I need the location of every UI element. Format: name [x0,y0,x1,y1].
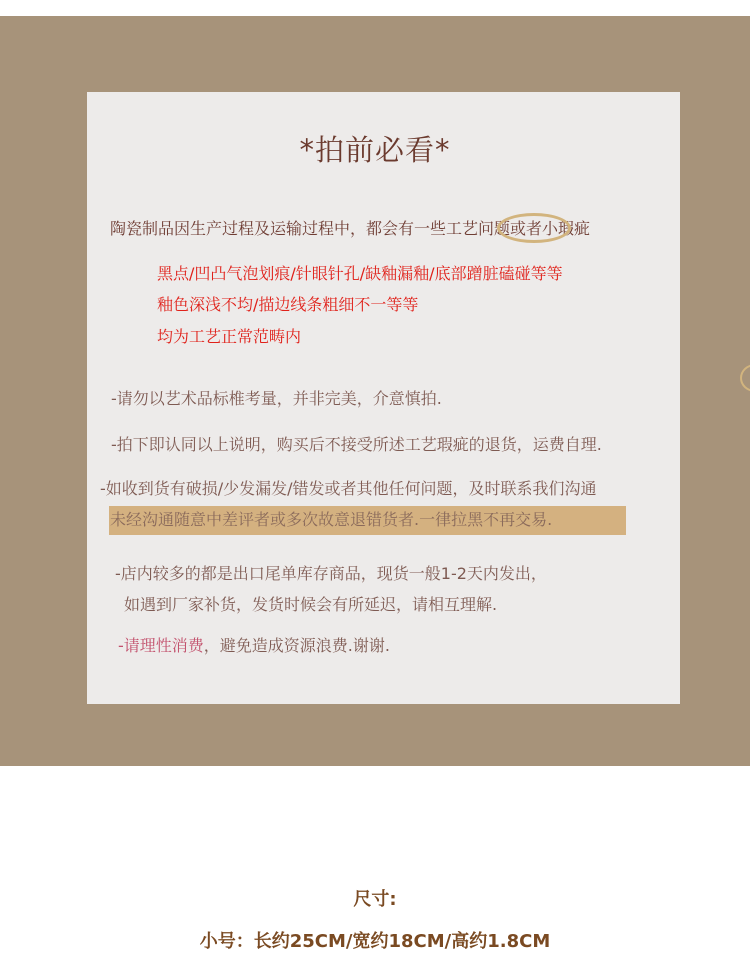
closing-highlight: -请理性消费 [118,636,204,655]
size-label: 尺寸: [353,889,397,910]
notice-title: *拍前必看* [299,133,451,167]
disclaimer-line-4: 未经沟通随意中差评者或多次故意退错货者.一律拉黑不再交易. [110,510,553,529]
size-detail: 小号：长约25CM/宽约18CM/高约1.8CM [199,931,551,952]
intro-text: 陶瓷制品因生产过程及运输过程中，都会有一些工艺问题或者小瑕疵 [110,219,591,238]
defect-line-2: 釉色深浅不均/描边线条粗细不一等等 [157,295,419,314]
annotation-circle [497,213,571,243]
defect-line-1: 黑点/凹凸气泡划痕/针眼针孔/缺釉漏釉/底部蹭脏磕碰等等 [157,264,563,283]
disclaimer-line-2: -拍下即认同以上说明，购买后不接受所述工艺瑕疵的退货，运费自理. [111,435,602,454]
stock-note-line-1: -店内较多的都是出口尾单库存商品，现货一般1-2天内发出， [115,564,547,583]
closing-rest: ，避免造成资源浪费.谢谢. [203,636,390,655]
defect-line-3: 均为工艺正常范畴内 [157,327,302,346]
stock-note-line-2: 如遇到厂家补货，发货时候会有所延迟，请相互理解. [124,595,498,614]
disclaimer-line-3: -如收到货有破损/少发漏发/错发或者其他任何问题，及时联系我们沟通 [100,479,597,498]
disclaimer-line-1: -请勿以艺术品标椎考量，并非完美，介意慎拍. [111,389,442,408]
closing-line [118,636,390,656]
